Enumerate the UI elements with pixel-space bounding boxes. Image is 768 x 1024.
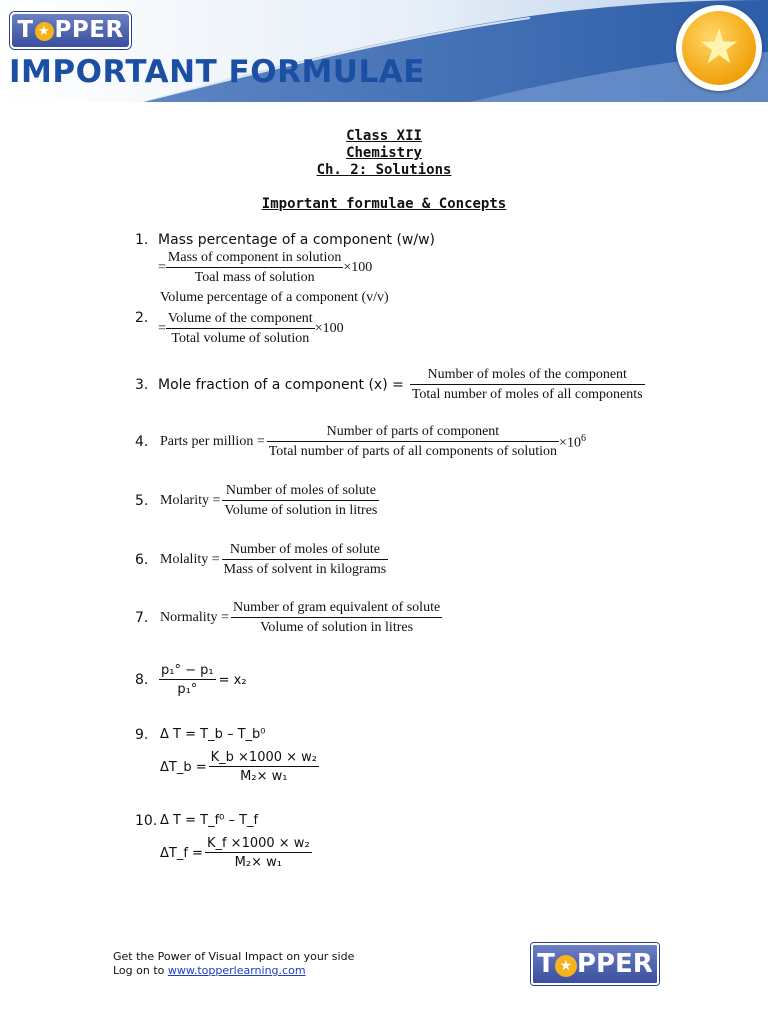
formula-7-label: Normality = (160, 610, 229, 625)
logo-text-left: T (17, 17, 34, 43)
formula-2-label: Volume percentage of a component (v/v) (160, 290, 389, 305)
subject-title: Chemistry (346, 145, 422, 161)
medal-star: ★ (682, 11, 756, 85)
footer-tagline: Get the Power of Visual Impact on your side (113, 950, 355, 963)
denominator: Volume of solution in litres (260, 620, 414, 635)
formula-10 (160, 836, 312, 870)
fraction (205, 836, 312, 870)
fraction (166, 250, 343, 286)
formula-5 (135, 483, 379, 519)
denominator: Volume of solution in litres (224, 503, 378, 518)
fraction (231, 600, 442, 636)
footer-logon-prefix: Log on to (113, 964, 168, 977)
footer-topper-logo[interactable] (531, 943, 659, 985)
formula-10-line1: Δ T = T_f⁰ – T_f (160, 813, 259, 828)
formula-1-label: Mass percentage of a component (w/w) (158, 232, 436, 248)
numerator: Number of moles of solute (222, 483, 379, 501)
multiplier-base: ×10 (559, 435, 581, 451)
formula-8-rhs: = x₂ (218, 672, 247, 688)
item-number-3: 3. (135, 377, 149, 393)
numerator: Number of moles of solute (222, 542, 389, 560)
multiplier (559, 433, 586, 452)
exponent: 6 (580, 432, 586, 444)
fraction (209, 750, 319, 784)
denominator: Total volume of solution (171, 331, 310, 346)
numerator: Number of parts of component (267, 424, 559, 442)
fraction (166, 311, 315, 347)
numerator: Mass of component in solution (166, 250, 343, 268)
fraction (222, 483, 379, 519)
section-title: Important formulae & Concepts (261, 196, 507, 212)
item-number-7: 7. (135, 610, 149, 626)
numerator: K_f ×1000 × w₂ (206, 836, 310, 851)
fraction (222, 542, 389, 578)
denominator: Total number of parts of all components of solution (268, 444, 558, 459)
formula-7 (135, 600, 442, 636)
logo-text-right: PPER (576, 949, 653, 979)
formula-5-label: Molarity = (160, 493, 221, 508)
formula-10-lhs: ΔT_f = (160, 845, 203, 861)
footer-logon (113, 964, 306, 977)
item-number-10: 10. (135, 813, 158, 829)
star-medal-icon (676, 5, 762, 91)
equals-sign: = (158, 321, 166, 336)
equals-sign: = (158, 260, 166, 275)
numerator: Volume of the component (166, 311, 315, 329)
topper-logo[interactable] (10, 12, 131, 49)
formula-4 (135, 424, 586, 460)
multiplier: ×100 (343, 260, 373, 275)
numerator: p₁° − p₁ (161, 663, 214, 678)
class-title: Class XII (346, 128, 422, 144)
star-icon: ★ (35, 22, 54, 41)
item-number-9: 9. (135, 727, 149, 743)
formula-6 (135, 542, 388, 578)
denominator: Mass of solvent in kilograms (223, 562, 387, 577)
banner-title: IMPORTANT FORMULAE (9, 54, 425, 90)
footer-link[interactable]: www.topperlearning.com (167, 964, 306, 977)
fraction (267, 424, 559, 460)
denominator: Toal mass of solution (194, 270, 315, 285)
formula-3 (135, 367, 645, 403)
fraction (410, 367, 645, 403)
formula-2 (158, 311, 344, 347)
multiplier: ×100 (314, 321, 344, 336)
formula-9 (160, 750, 319, 784)
logo-text-right: PPER (54, 17, 124, 43)
formula-1 (158, 250, 372, 286)
item-number-8: 8. (135, 672, 149, 688)
logo-text-left: T (537, 949, 555, 979)
item-number-4: 4. (135, 434, 149, 450)
header-banner (0, 0, 768, 102)
numerator: K_b ×1000 × w₂ (210, 750, 318, 765)
numerator: Number of gram equivalent of solute (231, 600, 442, 618)
formula-3-label: Mole fraction of a component (x) = (158, 377, 404, 393)
formula-4-label: Parts per million = (160, 434, 265, 449)
numerator: Number of moles of the component (410, 367, 645, 385)
item-number-2: 2. (135, 310, 149, 326)
formula-6-label: Molality = (160, 552, 220, 567)
formula-9-line1: Δ T = T_b – T_b⁰ (160, 727, 266, 742)
chapter-title: Ch. 2: Solutions (316, 162, 452, 178)
item-number-1: 1. (135, 232, 149, 248)
denominator: M₂× w₁ (234, 855, 282, 870)
item-number-5: 5. (135, 493, 149, 509)
item-number-6: 6. (135, 552, 149, 568)
formula-9-lhs: ΔT_b = (160, 759, 207, 775)
fraction (159, 663, 216, 697)
denominator: M₂× w₁ (240, 769, 288, 784)
star-icon: ★ (555, 955, 577, 977)
formula-8 (135, 663, 247, 697)
denominator: p₁° (177, 682, 198, 697)
denominator: Total number of moles of all components (411, 387, 643, 402)
